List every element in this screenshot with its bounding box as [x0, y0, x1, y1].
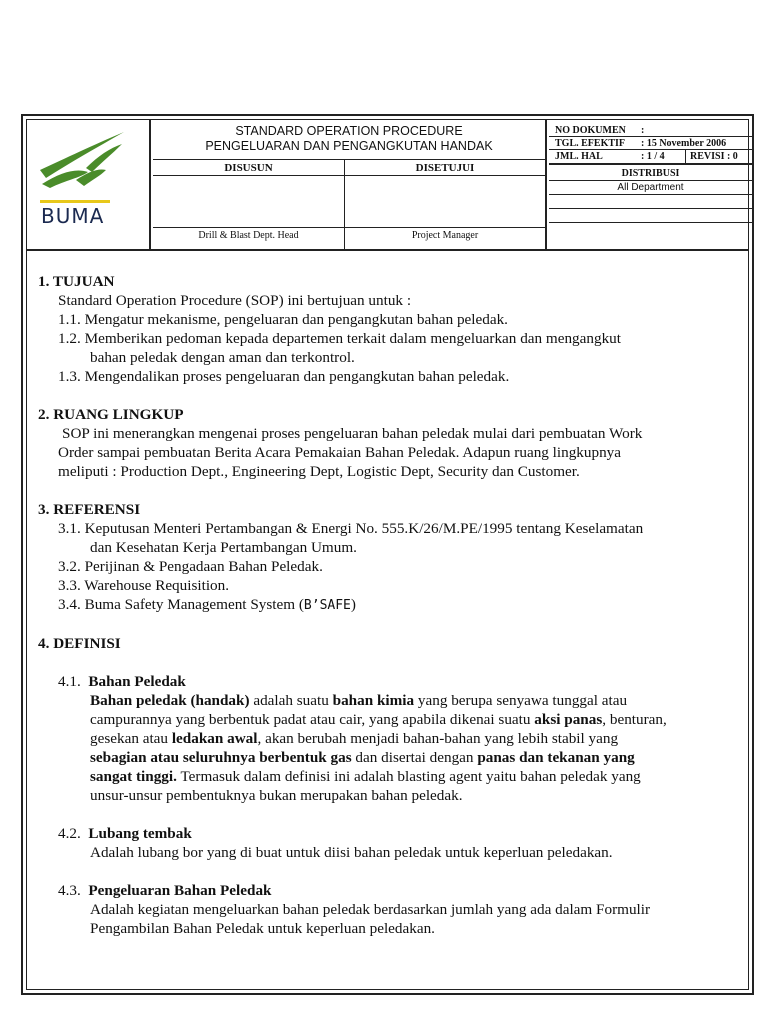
document-meta	[549, 120, 752, 249]
section-3-item-2: 3.2. Perijinan & Pengadaan Bahan Peledak.	[58, 558, 323, 575]
section-1-item-1: 1.1. Mengatur mekanisme, pengeluaran dan pengangkutan bahan peledak.	[58, 311, 508, 328]
section-1-item-2: 1.2. Memberikan pedoman kepada departemen terkait dalam mengeluarkan dan mengangkut	[58, 330, 621, 347]
tgl-efektif-row	[549, 137, 752, 150]
section-2-line-2: Order sampai pembuatan Berita Acara Pemakaian Bahan Peledak. Adapun ruang lingkupnya	[58, 444, 622, 461]
disusun-signature-box	[153, 176, 345, 227]
section-4-title: 4. DEFINISI	[38, 635, 121, 652]
distribusi-label: DISTRIBUSI	[549, 167, 752, 181]
jml-hal-value: : 1 / 4	[641, 151, 665, 162]
title-line-2: PENGELUARAN DAN PENGANGKUTAN HANDAK	[205, 139, 493, 153]
document-title	[153, 120, 545, 160]
no-dokumen-row	[549, 124, 752, 137]
section-3-item-1-cont: dan Kesehatan Kerja Pertambangan Umum.	[90, 539, 357, 556]
definition-1-line-4: sebagian atau seluruhnya berbentuk gas dan disertai dengan panas dan tekanan yang	[90, 749, 635, 766]
tgl-efektif-label: TGL. EFEKTIF	[555, 138, 626, 149]
document-header	[27, 120, 748, 251]
section-1-item-3: 1.3. Mengendalikan proses pengeluaran dan pengangkutan bahan peledak.	[58, 368, 510, 385]
definition-3-line-1: Adalah kegiatan mengeluarkan bahan peledak berdasarkan jumlah yang ada dalam Formulir	[90, 901, 651, 918]
definition-1-line-6: unsur-unsur pembentuknya bukan merupakan bahan peledak.	[90, 787, 463, 804]
section-1-intro: Standard Operation Procedure (SOP) ini bertujuan untuk :	[58, 292, 412, 309]
no-dokumen-value: :	[641, 125, 645, 136]
tgl-efektif-value: : 15 November 2006	[641, 138, 727, 149]
definition-1-line-5: sangat tinggi. Termasuk dalam definisi ini adalah blasting agent yaitu bahan peledak yang	[90, 768, 641, 785]
section-3-item-3: 3.3. Warehouse Requisition.	[58, 577, 230, 594]
definition-1-heading: 4.1. Bahan Peledak	[58, 673, 186, 690]
section-3-item-1: 3.1. Keputusan Menteri Pertambangan & Energi No. 555.K/26/M.PE/1995 tentang Keselamatan	[58, 520, 644, 537]
buma-logo-icon	[36, 128, 136, 206]
title-cell	[153, 120, 547, 249]
distribusi-blank-row-2	[549, 209, 752, 223]
section-1-title: 1. TUJUAN	[38, 273, 115, 290]
disusun-header: DISUSUN	[153, 160, 345, 176]
logo-cell	[27, 120, 151, 249]
definition-1-line-3: gesekan atau ledakan awal, akan berubah menjadi bahan-bahan yang lebih stabil yang	[90, 730, 619, 747]
section-3-title: 3. REFERENSI	[38, 501, 141, 518]
distribusi-value: All Department	[549, 181, 752, 195]
definition-1-line-2: campurannya yang berbentuk padat atau cair, yang apabila dikenai suatu aksi panas, benturan,	[90, 711, 667, 728]
document-body	[38, 272, 738, 938]
distribusi-blank-row-1	[549, 195, 752, 209]
section-2-line-1: SOP ini menerangkan mengenai proses pengeluaran bahan peledak mulai dari pembuatan Work	[62, 425, 643, 442]
jml-hal-label: JML. HAL	[555, 151, 603, 162]
definition-3-heading: 4.3. Pengeluaran Bahan Peledak	[58, 882, 272, 899]
definition-3-line-2: Pengambilan Bahan Peledak untuk keperluan peledakan.	[90, 920, 435, 937]
disetujui-role: Project Manager	[345, 227, 545, 249]
jml-hal-row	[549, 150, 752, 165]
logo-text: BUMA	[41, 204, 105, 228]
definition-2-line-1: Adalah lubang bor yang di buat untuk diisi bahan peledak untuk keperluan peledakan.	[90, 844, 613, 861]
revisi-value: REVISI : 0	[685, 150, 738, 163]
section-2-title: 2. RUANG LINGKUP	[38, 406, 184, 423]
section-2-line-3: meliputi : Production Dept., Engineering Dept, Logistic Dept, Security dan Customer.	[58, 463, 580, 480]
title-line-1: STANDARD OPERATION PROCEDURE	[235, 124, 463, 138]
section-3-item-4: 3.4. Buma Safety Management System (B’SAFE)	[58, 596, 356, 613]
section-1-item-2-cont: bahan peledak dengan aman dan terkontrol.	[90, 349, 355, 366]
definition-1-line-1: Bahan peledak (handak) adalah suatu bahan kimia yang berupa senyawa tunggal atau	[90, 692, 628, 709]
definition-2-heading: 4.2. Lubang tembak	[58, 825, 192, 842]
disusun-role: Drill & Blast Dept. Head	[153, 227, 345, 249]
disetujui-header: DISETUJUI	[345, 160, 545, 176]
no-dokumen-label: NO DOKUMEN	[555, 125, 626, 136]
